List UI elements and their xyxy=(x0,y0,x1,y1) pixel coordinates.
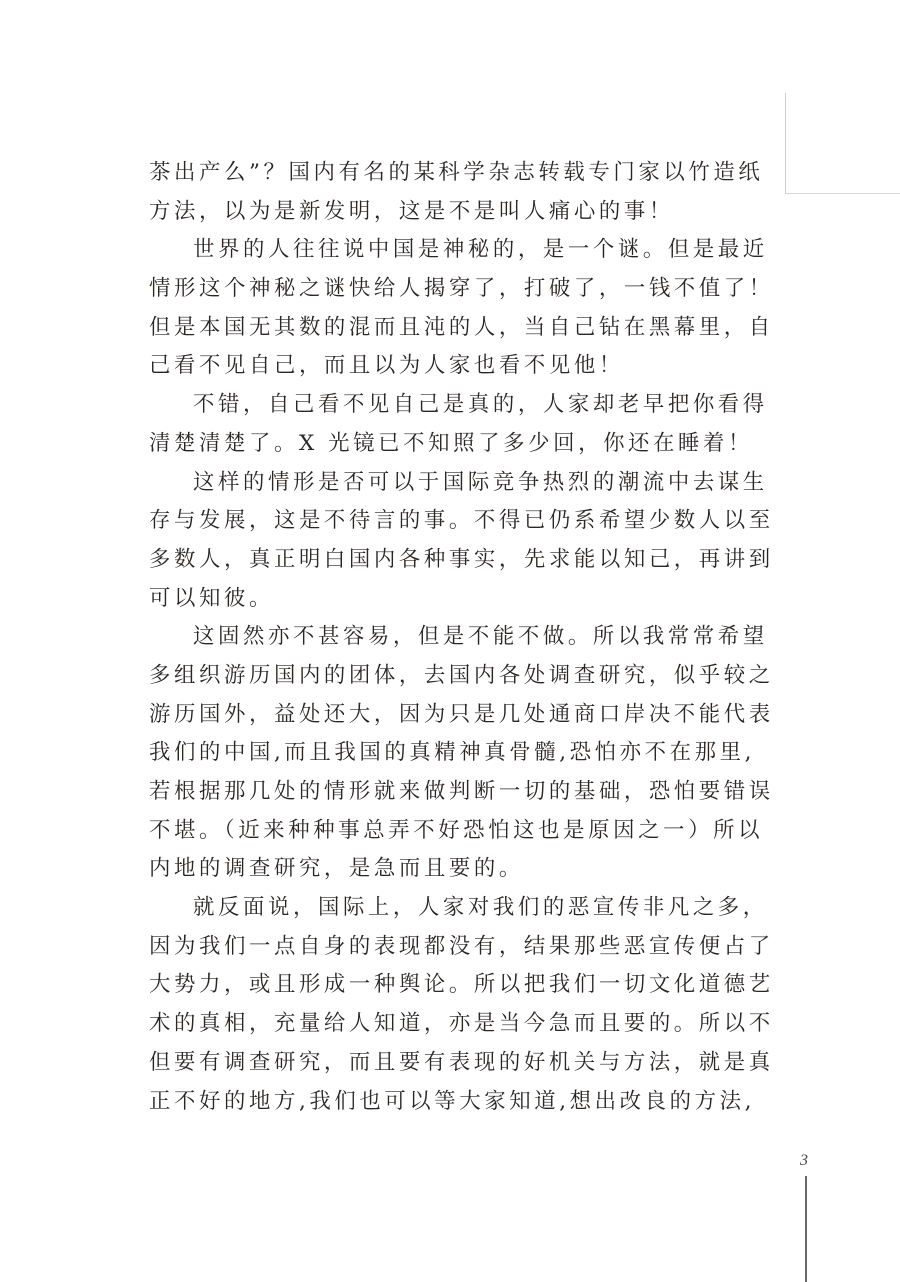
text-line: 不错，自己看不见自己是真的，人家却老早把你看得 xyxy=(193,392,768,418)
text-line: 若根据那几处的情形就来做判断一切的基础，恐怕要错误 xyxy=(149,779,774,804)
text-line: 存与发展，这是不待言的事。不得已仍系希望少数人以至 xyxy=(149,508,774,534)
text-line: 因为我们一点自身的表现都没有，结果那些恶宣传便占了 xyxy=(149,933,774,959)
text-line: 情形这个神秘之谜快给人揭穿了，打破了，一钱不值了！ xyxy=(149,276,774,302)
text-line: 但要有调查研究，而且要有表现的好机关与方法，就是真 xyxy=(149,1049,774,1075)
text-line: 内地的调查研究，是急而且要的。 xyxy=(149,856,524,882)
corner-mark-horizontal xyxy=(785,193,900,194)
text-line: 世界的人往往说中国是神秘的，是一个谜。但是最近 xyxy=(193,237,768,263)
text-line: 可以知彼。 xyxy=(149,585,274,611)
text-line: 多数人，真正明白国内各种事实，先求能以知己，再讲到 xyxy=(149,546,774,572)
text-line: 己看不见自己，而且以为人家也看不见他！ xyxy=(149,353,624,379)
text-line: 这固然亦不甚容易，但是不能不做。所以我常常希望 xyxy=(193,624,768,650)
text-line: 茶出产么”？国内有名的某科学杂志转载专门家以竹造纸 xyxy=(149,160,764,185)
page-body-text xyxy=(149,154,774,1121)
text-line: 多组织游历国内的团体，去国内各处调查研究，似乎较之 xyxy=(149,662,774,688)
page-number: 3 xyxy=(800,1152,808,1169)
corner-mark-vertical xyxy=(785,93,786,193)
text-line: 方法，以为是新发明，这是不是叫人痛心的事！ xyxy=(149,198,674,224)
text-line: 不堪。（近来种种事总弄不好恐怕这也是原因之一）所以 xyxy=(149,817,764,843)
page-number-rule xyxy=(805,1176,807,1282)
text-line: 术的真相，充量给人知道，亦是当今急而且要的。所以不 xyxy=(149,1011,774,1037)
text-line: 正不好的地方,我们也可以等大家知道,想出改良的方法, xyxy=(149,1088,755,1114)
text-line: 这样的情形是否可以于国际竞争热烈的潮流中去谋生 xyxy=(193,469,768,495)
text-line: 我们的中国,而且我国的真精神真骨髓,恐怕亦不在那里, xyxy=(149,740,755,766)
text-line: 大势力，或且形成一种舆论。所以把我们一切文化道德艺 xyxy=(149,972,774,998)
text-line: 游历国外，益处还大，因为只是几处通商口岸决不能代表 xyxy=(149,701,774,727)
text-line: 但是本国无其数的混而且沌的人，当自己钻在黑幕里，自 xyxy=(149,314,774,340)
text-line: 清楚清楚了。X 光镜已不知照了多少回，你还在睡着！ xyxy=(149,430,754,456)
text-line: 就反面说，国际上，人家对我们的恶宣传非凡之多， xyxy=(193,895,768,921)
